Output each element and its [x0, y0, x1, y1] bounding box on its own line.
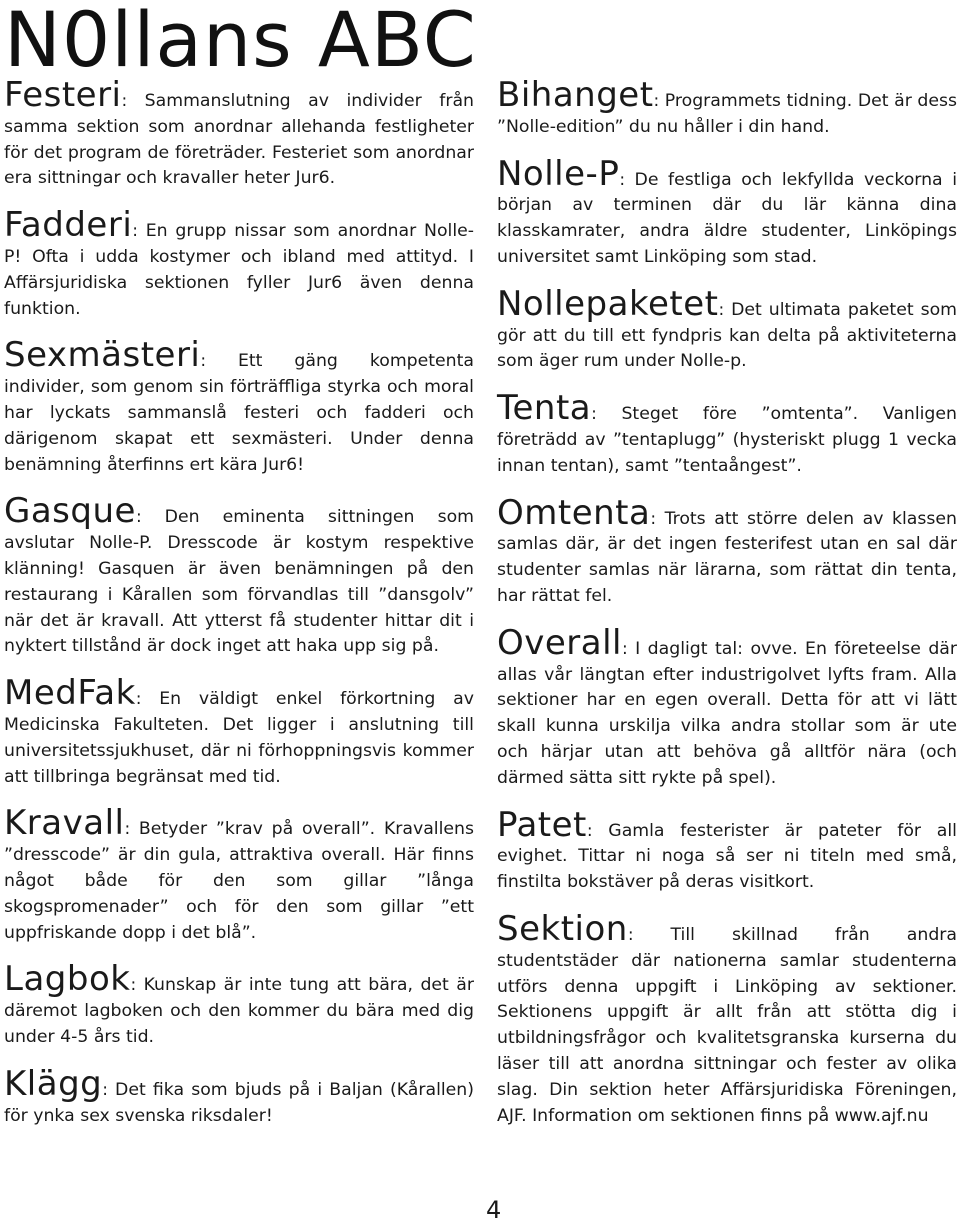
definition: Betyder ”krav på overall”. Kravallens ”dresscode” är din gula, attraktiva overall. Här finns något både för den som gillar ”långa skogspromenader” och för den som gillar ”ett uppfriskande dopp i det blå”. — [4, 819, 474, 943]
term: MedFak — [4, 673, 136, 714]
term: Fadderi — [4, 205, 133, 246]
entry-sektion: Sektion: Till skillnad från andra studentstäder där nationerna samlar studenterna utförs denna uppgift i Linköping av sektioner. Sektionens uppgift är allt från att stötta dig i utbildningsfrågor och kvalitetsgranska kurserna du läser till att anordna sittningar och fester av olika slag. Din sektion heter Affärsjuridiska Föreningen, AJF. Information om sektionen finns på www.ajf.nu — [497, 908, 957, 1126]
entry-nollepaketet: Nollepaketet: Det ultimata paketet som gör att du till ett fyndpris kan delta på aktiviteterna som äger rum under Nolle-p. — [497, 283, 957, 372]
entry-medfak: MedFak: En väldigt enkel förkortning av Medicinska Fakulteten. Det ligger i anslutning till universitetssjukhuset, där ni förhoppningsvis kommer att tillbringa begränsat med tid. — [4, 673, 474, 787]
entry-sexmasteri: Sexmästeri: Ett gäng kompetenta individer, som genom sin förträffliga styrka och moral har lyckats sammanslå festeri och fadderi och därigenom skapat ett sexmästeri. Under denna benämning återfinns ert kära Jur6! — [4, 335, 474, 475]
definition: Det fika som bjuds på i Baljan (Kårallen) för ynka sex svenska riksdaler! — [4, 1079, 475, 1126]
entry-tenta: Tenta: Steget före ”omtenta”. Vanligen företrädd av ”tentaplugg” (hysteriskt plugg 1 vecka innan tentan), samt ”tentaångest”. — [497, 388, 957, 476]
definition: Det ultimata paketet som gör att du till ett fyndpris kan delta på aktiviteterna som äger rum under Nolle-p. — [497, 299, 957, 372]
definition: Till skillnad från andra studentstäder där nationerna samlar studenterna utförs denna uppgift i Linköping av sektioner. Sektionens uppgift är allt från att stötta dig i utbildningsfrågor och kvalitetsgranska kurserna du läser till att anordna sittningar och fester av olika slag. Din sektion heter Affärsjuridiska Föreningen, AJF. Information om sektionen finns på www.ajf.nu — [497, 924, 957, 1126]
definition: Gamla festerister är pateter för all evighet. Tittar ni noga så ser ni titeln med små, finstilta bokstäver på deras visitkort. — [497, 820, 957, 893]
term: Festeri — [4, 75, 122, 115]
definition: Ett gäng kompetenta individer, som genom sin förträffliga styrka och moral har lyckats sammanslå festeri och fadderi och därigenom skapat ett sexmästeri. Under denna benämning återfinns ert kära Jur6! — [4, 351, 474, 475]
term: Kravall — [4, 803, 125, 844]
entry-gasque: Gasque: Den eminenta sittningen som avslutar Nolle-P. Dresscode är kostym respektive klänning! Gasquen är även benämningen på den restaurang i Kårallen som förvandlas till ”dansgolv” när det är kravall. Att ytterst få studenter hittar dit i nyktert tillstånd är dock inget att haka upp sig på. — [4, 491, 474, 657]
definition: Steget före ”omtenta”. Vanligen företrädd av ”tentaplugg” (hysteriskt plugg 1 vecka innan tentan), samt ”tentaångest”. — [497, 404, 957, 476]
term: Patet — [497, 804, 587, 845]
definition: Programmets tidning. Det är dess ”Nolle-edition” du nu håller i din hand. — [497, 91, 957, 137]
definition: Sammanslutning av individer från samma sektion som anordnar allehanda festligheter för det program de företräder. Festeriet som anordnar era sittningar och kravaller heter Jur6. — [4, 91, 474, 189]
entry-klagg: Klägg: Det fika som bjuds på i Baljan (Kårallen) för ynka sex svenska riksdaler! — [4, 1063, 475, 1126]
term: Gasque — [4, 491, 136, 532]
term: Klägg — [4, 1063, 103, 1104]
term: Bihanget — [497, 75, 654, 115]
page-number: 4 — [486, 1196, 502, 1224]
term: Tenta — [497, 388, 592, 429]
term: Omtenta — [497, 492, 651, 533]
term: Overall — [497, 622, 623, 663]
term: Nolle-P — [497, 153, 620, 194]
term: Sektion — [497, 908, 628, 949]
entry-omtenta: Omtenta: Trots att större delen av klassen samlas där, är det ingen festerifest utan en sal där studenter samlas när lärarna, som rättat din tenta, har rättat fel. — [497, 492, 957, 606]
entry-overall: Overall: I dagligt tal: ovve. En företeelse där allas vår längtan efter industrigolvet lyfts fram. Alla sektioner har en egen overall. Detta för att vi lätt skall kunna urskilja vilka andra stollar som är ute och härjar utan att behöva gå alltför nära (och därmed sätta sitt rykte på spel). — [497, 622, 957, 788]
entry-fadderi: Fadderi: En grupp nissar som anordnar Nolle-P! Ofta i udda kostymer och ibland med attityd. I Affärsjuridiska sektionen fyller Jur6 även denna funktion. — [4, 205, 474, 319]
definition: Trots att större delen av klassen samlas där, är det ingen festerifest utan en sal där studenter samlas när lärarna, som rättat din tenta, har rättat fel. — [497, 508, 957, 606]
left-column — [4, 75, 475, 1129]
definition: De festliga och lekfyllda veckorna i början av terminen där du lär känna dina klasskamrater, andra äldre studenter, Linköpings universitet samt Linköping som stad. — [497, 169, 957, 267]
term: Lagbok — [4, 959, 131, 1000]
definition: Kunskap är inte tung att bära, det är däremot lagboken och den kommer du bära med dig under 4-5 års tid. — [4, 975, 474, 1047]
entry-festeri: Festeri: Sammanslutning av individer från samma sektion som anordnar allehanda festligheter för det program de företräder. Festeriet som anordnar era sittningar och kravaller heter Jur6. — [4, 75, 474, 189]
entry-lagbok: Lagbok: Kunskap är inte tung att bära, det är däremot lagboken och den kommer du bära med dig under 4-5 års tid. — [4, 959, 474, 1047]
entry-kravall: Kravall: Betyder ”krav på overall”. Kravallens ”dresscode” är din gula, attraktiva overall. Här finns något både för den som gillar ”långa skogspromenader” och för den som gillar ”ett uppfriskande dopp i det blå”. — [4, 803, 474, 943]
term: Sexmästeri — [4, 335, 201, 376]
entry-bihanget: Bihanget: Programmets tidning. Det är dess ”Nolle-edition” du nu håller i din hand. — [497, 75, 957, 137]
page-title: N0llans ABC — [4, 0, 477, 84]
definition: En grupp nissar som anordnar Nolle-P! Ofta i udda kostymer och ibland med attityd. I Affärsjuridiska sektionen fyller Jur6 även denna funktion. — [4, 221, 474, 319]
definition: En väldigt enkel förkortning av Medicinska Fakulteten. Det ligger i anslutning till universitetssjukhuset, där ni förhoppningsvis kommer att tillbringa begränsat med tid. — [4, 689, 474, 787]
right-column — [497, 75, 957, 1129]
entry-nolle-p: Nolle-P: De festliga och lekfyllda veckorna i början av terminen där du lär känna dina klasskamrater, andra äldre studenter, Linköpings universitet samt Linköping som stad. — [497, 153, 957, 267]
term: Nollepaketet — [497, 283, 719, 324]
entry-patet: Patet: Gamla festerister är pateter för all evighet. Tittar ni noga så ser ni titeln med små, finstilta bokstäver på deras visitkort. — [497, 804, 957, 893]
definition: I dagligt tal: ovve. En företeelse där allas vår längtan efter industrigolvet lyfts fram. Alla sektioner har en egen overall. Detta för att vi lätt skall kunna urskilja vilka andra stollar som är ute och härjar utan att behöva gå alltför nära (och därmed sätta sitt rykte på spel). — [497, 638, 957, 788]
definition: Den eminenta sittningen som avslutar Nolle-P. Dresscode är kostym respektive klänning! Gasquen är även benämningen på den restaurang i Kårallen som förvandlas till ”dansgolv” när det är kravall. Att ytterst få studenter hittar dit i nyktert tillstånd är dock inget att haka upp sig på. — [4, 507, 474, 657]
